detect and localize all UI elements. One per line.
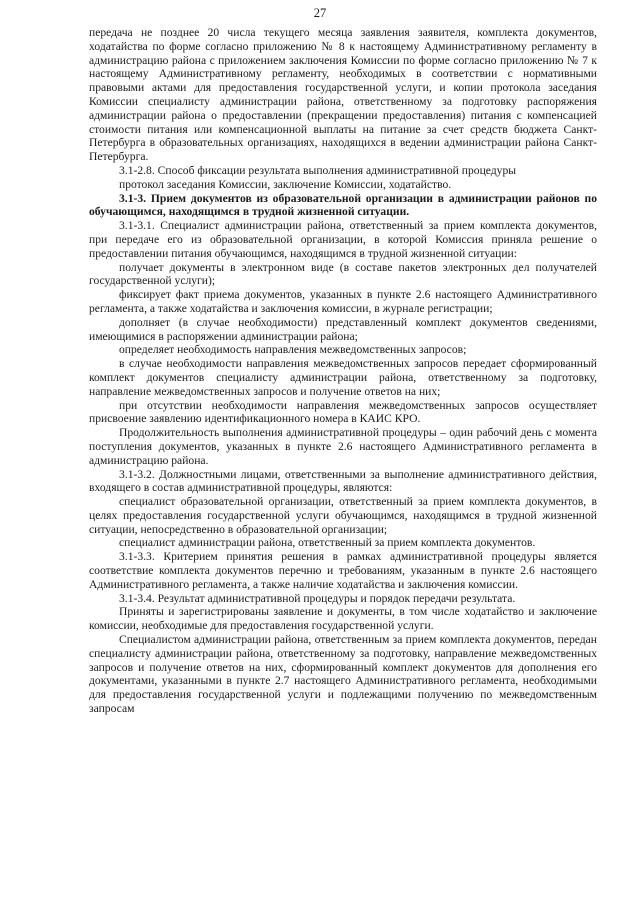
paragraph: 3.1-3.4. Результат административной процедуры и порядок передачи результата. <box>119 591 516 605</box>
paragraph: специалист образовательной организации, ответственный за прием комплекта документов, в целях предоставления государственной услуги обучающимся, находящимся в трудной жизненной ситуации, непосредственно в образовательной организации; <box>89 495 597 536</box>
paragraph: 3.1-3.2. Должностными лицами, ответственными за выполнение административного действия, входящего в состав административной процедуры, являются: <box>89 467 597 495</box>
paragraph: 3.1-2.8. Способ фиксации результата выполнения административной процедуры <box>119 163 517 177</box>
paragraph: дополняет (в случае необходимости) представленный комплект документов сведениями, имеющимися в распоряжении администрации района; <box>89 315 597 343</box>
paragraph: 3.1-3.1. Специалист администрации района, ответственный за прием комплекта документов, при передаче его из образовательной организации, в которой Комиссия приняла решение о предоставлении питания обучающимся, находящимся в трудной жизненной ситуации: <box>89 219 597 260</box>
section-heading: 3.1-3. Прием документов из образовательной организации в администрации районов по обучающимся, находящимся в трудной жизненной ситуации. <box>89 191 597 219</box>
document-body <box>89 26 597 716</box>
paragraph: фиксирует факт приема документов, указанных в пункте 2.6 настоящего Административного регламента, а также ходатайства и заключения комиссии, в журнале регистрации; <box>89 288 597 315</box>
paragraph: получает документы в электронном виде (в составе пакетов электронных дел получателей государственной услуги); <box>89 260 597 288</box>
paragraph: Приняты и зарегистрированы заявление и документы, в том числе ходатайство и заключение комиссии, необходимые для предоставления государственной услуги. <box>89 605 597 633</box>
paragraph: протокол заседания Комиссии, заключение Комиссии, ходатайство. <box>119 177 452 191</box>
paragraph: определяет необходимость направления межведомственных запросов; <box>119 343 467 357</box>
paragraph: Продолжительность выполнения административной процедуры – один рабочий день с момента поступления документов, указанных в пункте 2.6 настоящего Административного регламента в администрацию района. <box>89 426 597 467</box>
paragraph: при отсутствии необходимости направления межведомственных запросов осуществляет присвоение заявлению идентификационного номера в КАИС КРО. <box>89 398 597 426</box>
paragraph: передача не позднее 20 числа текущего месяца заявления заявителя, комплекта документов, ходатайства по форме согласно приложению № 8 к настоящему Административному регламенту в администрацию района с приложением заключения Комиссии по форме согласно приложению № 7 к настоящему Административному регламенту, необходимых в соответствии с нормативными правовыми актами для предоставления государственной услуги, и копии протокола заседания Комиссии специалисту администрации района, ответственному за подготовку распоряжения администрации района о предоставлении (прекращении предоставления) питания с компенсацией стоимости питания или компенсационной выплаты на питание за счет средств бюджета Санкт-Петербурга в образовательных организациях, находящихся в ведении администрации района Санкт-Петербурга. <box>89 26 597 164</box>
page-number: 27 <box>313 6 327 20</box>
paragraph: 3.1-3.3. Критерием принятия решения в рамках административной процедуры является соответствие комплекта документов перечню и требованиям, указанным в пункте 2.6 настоящего Административного регламента, а также наличие ходатайства и заключения комиссии. <box>89 550 597 591</box>
paragraph: Специалистом администрации района, ответственным за прием комплекта документов, передан специалисту администрации района, ответственному за подготовку, направление межведомственных запросов и получение ответов на них, сформированный комплект документов для дополнения его документами, указанными в пункте 2.7 настоящего Административного регламента, необходимыми для предоставления государственной услуги и подлежащими получению по межведомственным запросам <box>89 633 597 716</box>
paragraph: в случае необходимости направления межведомственных запросов передает сформированный комплект документов специалисту администрации района, ответственному за подготовку, направление межведомственных запросов и получение ответов на них; <box>89 357 597 398</box>
paragraph: специалист администрации района, ответственный за прием комплекта документов. <box>119 536 536 550</box>
